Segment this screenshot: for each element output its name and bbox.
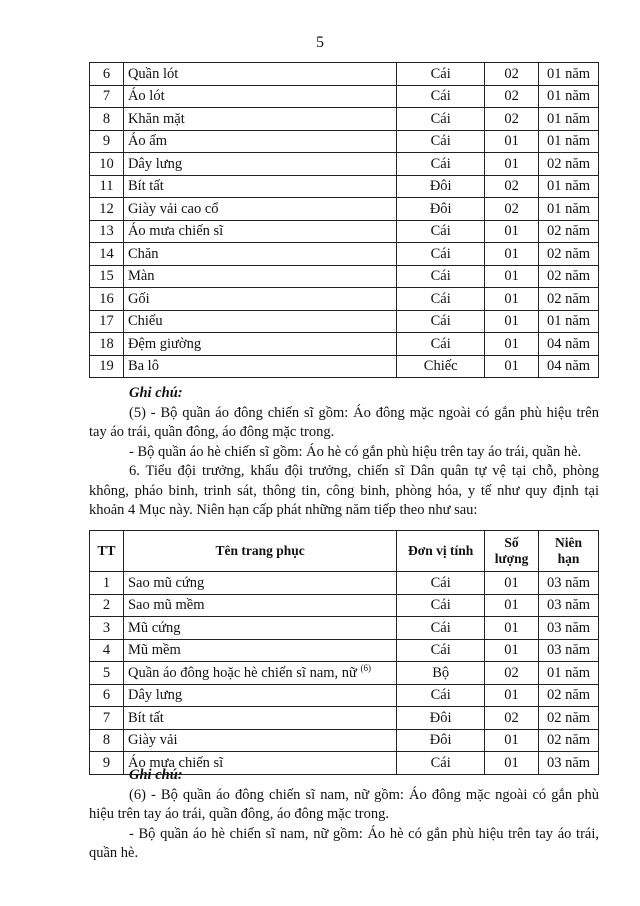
table-row <box>90 130 599 153</box>
cell-qty <box>485 175 539 198</box>
table-row <box>90 198 599 221</box>
cell-term-text: 04 năm <box>546 358 591 375</box>
cell-qty-text: 01 <box>504 574 519 591</box>
cell-tt-text: 16 <box>99 290 114 307</box>
cell-tt <box>90 729 124 752</box>
cell-qty-text: 01 <box>504 619 519 636</box>
cell-tt-text: 7 <box>102 709 111 726</box>
cell-unit-text: Cái <box>430 110 451 127</box>
notes-section-1 <box>89 384 599 521</box>
cell-qty-text: 01 <box>504 313 519 330</box>
cell-unit-text: Cái <box>430 754 451 771</box>
table-row <box>90 572 599 595</box>
table-row <box>90 108 599 131</box>
table-row <box>90 333 599 356</box>
cell-name <box>123 572 396 595</box>
cell-name-text: Quần lót <box>127 65 179 82</box>
cell-qty <box>485 108 539 131</box>
cell-unit-text: Cái <box>430 155 451 172</box>
cell-unit <box>397 707 485 730</box>
cell-qty <box>485 153 539 176</box>
cell-name <box>123 108 396 131</box>
cell-tt <box>90 108 124 131</box>
cell-unit-text: Cái <box>430 65 451 82</box>
note-paragraph: (6) - Bộ quần áo đông chiến sĩ nam, nữ gồm: Áo đông mặc ngoài có gắn phù hiệu trên tay áo trái, quần đông, áo đông mặc trong. <box>89 786 599 822</box>
notes-heading: Ghi chú: <box>129 767 183 783</box>
cell-name-text: Sao mũ cứng <box>127 574 205 591</box>
cell-tt <box>90 288 124 311</box>
cell-qty-text: 01 <box>504 642 519 659</box>
cell-tt-text: 9 <box>102 133 111 150</box>
cell-name <box>123 63 396 86</box>
cell-name-text: Đệm giường <box>127 335 202 352</box>
cell-unit-text: Cái <box>430 223 451 240</box>
cell-qty <box>485 265 539 288</box>
cell-unit <box>397 288 485 311</box>
cell-term <box>539 108 599 131</box>
cell-tt-text: 17 <box>99 313 114 330</box>
cell-term-text: 03 năm <box>546 619 591 636</box>
cell-qty <box>485 355 539 378</box>
cell-term-text: 03 năm <box>546 754 591 771</box>
cell-unit <box>397 662 485 685</box>
cell-unit <box>397 639 485 662</box>
cell-name-text: Mũ mềm <box>127 642 181 659</box>
cell-qty <box>485 63 539 86</box>
cell-unit <box>397 265 485 288</box>
cell-name-text: Áo mưa chiến sĩ <box>127 223 224 240</box>
cell-unit <box>397 130 485 153</box>
cell-qty <box>485 85 539 108</box>
cell-term-text: 02 năm <box>546 155 591 172</box>
cell-tt <box>90 63 124 86</box>
cell-term-text: 01 năm <box>546 88 591 105</box>
cell-unit-text: Cái <box>430 245 451 262</box>
uniform-table-continued <box>89 62 599 378</box>
cell-tt <box>90 684 124 707</box>
cell-qty <box>485 617 539 640</box>
cell-tt <box>90 355 124 378</box>
cell-unit-text: Cái <box>430 687 451 704</box>
cell-unit-text: Chiếc <box>423 358 458 375</box>
cell-tt-text: 6 <box>102 65 111 82</box>
cell-name-text: Chiếu <box>127 313 163 330</box>
cell-unit-text: Bộ <box>432 664 450 681</box>
cell-qty-text: 02 <box>504 88 519 105</box>
cell-qty-text: 02 <box>504 664 519 681</box>
cell-tt-text: 15 <box>99 268 114 285</box>
cell-unit <box>397 153 485 176</box>
cell-qty-text: 01 <box>504 732 519 749</box>
cell-name <box>123 729 396 752</box>
cell-unit <box>397 243 485 266</box>
cell-qty-text: 01 <box>504 597 519 614</box>
cell-name <box>123 153 396 176</box>
cell-term <box>539 153 599 176</box>
cell-tt <box>90 662 124 685</box>
table-row <box>90 639 599 662</box>
cell-term-text: 01 năm <box>546 110 591 127</box>
cell-term-text: 02 năm <box>546 245 591 262</box>
cell-unit <box>397 198 485 221</box>
cell-name-text: Ba lô <box>127 358 159 375</box>
cell-qty <box>485 310 539 333</box>
cell-unit <box>397 175 485 198</box>
cell-unit <box>397 617 485 640</box>
cell-name <box>123 617 396 640</box>
cell-term <box>539 220 599 243</box>
cell-tt <box>90 130 124 153</box>
cell-tt <box>90 85 124 108</box>
cell-term <box>539 594 599 617</box>
cell-name <box>123 355 396 378</box>
cell-tt <box>90 175 124 198</box>
cell-qty <box>485 243 539 266</box>
cell-name-text: Áo mưa chiến sĩ <box>127 754 224 771</box>
cell-qty <box>485 639 539 662</box>
cell-unit <box>397 108 485 131</box>
table-row <box>90 594 599 617</box>
cell-unit-text: Cái <box>430 290 451 307</box>
cell-term-text: 03 năm <box>546 642 591 659</box>
cell-name <box>123 639 396 662</box>
cell-term <box>539 662 599 685</box>
cell-tt-text: 8 <box>102 732 111 749</box>
cell-name-text: Dây lưng <box>127 155 183 172</box>
cell-tt-text: 13 <box>99 223 114 240</box>
cell-tt <box>90 594 124 617</box>
header-tt: TT <box>90 531 124 572</box>
cell-name <box>123 198 396 221</box>
cell-tt <box>90 220 124 243</box>
cell-unit-text: Cái <box>430 268 451 285</box>
cell-qty-text: 01 <box>504 133 519 150</box>
cell-term-text: 04 năm <box>546 335 591 352</box>
table-row <box>90 220 599 243</box>
cell-unit-text: Đôi <box>429 200 452 217</box>
cell-unit-text: Đôi <box>429 709 452 726</box>
cell-name <box>123 594 396 617</box>
cell-qty <box>485 684 539 707</box>
cell-tt <box>90 639 124 662</box>
cell-name <box>123 85 396 108</box>
cell-qty-text: 01 <box>504 754 519 771</box>
cell-term-text: 01 năm <box>546 664 591 681</box>
note-paragraph: - Bộ quần áo hè chiến sĩ gồm: Áo hè có gắn phù hiệu trên tay áo trái, quần hè. <box>129 443 582 460</box>
cell-name-text: Giày vải <box>127 732 178 749</box>
cell-unit <box>397 684 485 707</box>
cell-qty-text: 02 <box>504 709 519 726</box>
cell-qty <box>485 198 539 221</box>
table-header-row <box>90 531 599 572</box>
table-row <box>90 175 599 198</box>
cell-tt-text: 6 <box>102 687 111 704</box>
table-row <box>90 355 599 378</box>
table-row <box>90 729 599 752</box>
cell-name <box>123 310 396 333</box>
cell-name <box>123 243 396 266</box>
cell-unit <box>397 220 485 243</box>
cell-name <box>123 288 396 311</box>
cell-name-text: Giày vải cao cổ <box>127 200 219 217</box>
header-term: Niên hạn <box>539 531 599 572</box>
cell-unit <box>397 729 485 752</box>
cell-qty-text: 02 <box>504 65 519 82</box>
cell-tt-text: 14 <box>99 245 114 262</box>
cell-name <box>123 175 396 198</box>
cell-unit-text: Cái <box>430 88 451 105</box>
cell-unit <box>397 333 485 356</box>
notes-heading: Ghi chú: <box>129 385 183 401</box>
cell-term <box>539 333 599 356</box>
cell-name-text: Màn <box>127 268 155 285</box>
cell-qty-text: 01 <box>504 687 519 704</box>
uniform-table-item-6 <box>89 530 599 775</box>
cell-name-text: Mũ cứng <box>127 619 181 636</box>
cell-tt-text: 2 <box>102 597 111 614</box>
table-row <box>90 153 599 176</box>
table-row <box>90 707 599 730</box>
cell-term <box>539 729 599 752</box>
table-row <box>90 288 599 311</box>
cell-term-text: 01 năm <box>546 133 591 150</box>
cell-tt <box>90 265 124 288</box>
cell-name-text: Áo lót <box>127 88 165 105</box>
cell-term-text: 02 năm <box>546 290 591 307</box>
cell-tt-text: 9 <box>102 754 111 771</box>
cell-term <box>539 288 599 311</box>
cell-qty-text: 01 <box>504 245 519 262</box>
cell-qty <box>485 288 539 311</box>
table-row <box>90 63 599 86</box>
header-qty: Số lượng <box>485 531 539 572</box>
cell-name <box>123 684 396 707</box>
cell-qty-text: 01 <box>504 358 519 375</box>
cell-tt-text: 18 <box>99 335 114 352</box>
table-row <box>90 265 599 288</box>
cell-term-text: 01 năm <box>546 313 591 330</box>
cell-qty-text: 02 <box>504 178 519 195</box>
cell-term <box>539 310 599 333</box>
cell-term-text: 01 năm <box>546 200 591 217</box>
cell-tt-text: 3 <box>102 619 111 636</box>
cell-qty <box>485 220 539 243</box>
header-name: Tên trang phục <box>123 531 396 572</box>
page-number: 5 <box>316 34 324 51</box>
cell-tt-text: 1 <box>102 574 111 591</box>
cell-tt <box>90 572 124 595</box>
table-row <box>90 684 599 707</box>
note-paragraph: 6. Tiểu đội trưởng, khẩu đội trưởng, chiến sĩ Dân quân tự vệ tại chỗ, phòng không, pháo binh, trinh sát, thông tin, công binh, phòng hóa, y tế như quy định tại khoản 4 Mục này. Niên hạn cấp phát những năm tiếp theo như sau: <box>89 463 599 518</box>
cell-term <box>539 572 599 595</box>
cell-tt-text: 10 <box>99 155 114 172</box>
cell-term <box>539 243 599 266</box>
cell-unit-text: Cái <box>430 133 451 150</box>
cell-name-text: Bít tất <box>127 178 164 195</box>
cell-tt-text: 8 <box>102 110 111 127</box>
cell-term <box>539 130 599 153</box>
cell-qty-text: 01 <box>504 290 519 307</box>
cell-unit-text: Cái <box>430 597 451 614</box>
cell-term <box>539 617 599 640</box>
cell-unit <box>397 594 485 617</box>
cell-unit-text: Cái <box>430 574 451 591</box>
cell-name-text: Chăn <box>127 245 159 262</box>
cell-term <box>539 265 599 288</box>
cell-term <box>539 639 599 662</box>
cell-unit <box>397 355 485 378</box>
cell-tt-text: 12 <box>99 200 114 217</box>
cell-term <box>539 63 599 86</box>
cell-name <box>123 265 396 288</box>
cell-unit <box>397 572 485 595</box>
cell-tt <box>90 198 124 221</box>
cell-tt <box>90 153 124 176</box>
table-row <box>90 85 599 108</box>
cell-qty-text: 01 <box>504 155 519 172</box>
cell-unit <box>397 310 485 333</box>
cell-qty <box>485 729 539 752</box>
cell-name <box>123 707 396 730</box>
cell-unit-text: Đôi <box>429 178 452 195</box>
cell-name <box>123 220 396 243</box>
cell-term <box>539 684 599 707</box>
cell-term-text: 03 năm <box>546 574 591 591</box>
cell-tt-text: 5 <box>102 664 111 681</box>
cell-qty-text: 02 <box>504 110 519 127</box>
cell-name-text: Quần áo đông hoặc hè chiến sĩ nam, nữ <box>127 664 357 681</box>
cell-tt-text: 19 <box>99 358 114 375</box>
cell-unit-text: Cái <box>430 642 451 659</box>
cell-term-text: 03 năm <box>546 597 591 614</box>
cell-tt-text: 4 <box>102 642 111 659</box>
cell-term-text: 02 năm <box>546 732 591 749</box>
cell-tt <box>90 707 124 730</box>
table-row <box>90 617 599 640</box>
cell-tt <box>90 333 124 356</box>
cell-term <box>539 355 599 378</box>
cell-unit <box>397 85 485 108</box>
cell-name <box>123 333 396 356</box>
note-paragraph: - Bộ quần áo hè chiến sĩ nam, nữ gồm: Áo hè có gắn phù hiệu trên tay áo trái, quần hè. <box>89 825 599 861</box>
cell-term-text: 02 năm <box>546 223 591 240</box>
notes-section-2 <box>89 766 599 864</box>
cell-unit-text: Cái <box>430 619 451 636</box>
header-unit: Đơn vị tính <box>397 531 485 572</box>
cell-term <box>539 707 599 730</box>
cell-tt <box>90 243 124 266</box>
cell-term-text: 01 năm <box>546 65 591 82</box>
cell-name-text: Khăn mặt <box>127 110 185 127</box>
table-row <box>90 310 599 333</box>
cell-unit-text: Cái <box>430 335 451 352</box>
cell-tt-text: 11 <box>99 178 114 195</box>
cell-name-text: Dây lưng <box>127 687 183 704</box>
cell-tt <box>90 617 124 640</box>
cell-qty <box>485 572 539 595</box>
cell-qty-text: 01 <box>504 335 519 352</box>
table-row <box>90 243 599 266</box>
cell-unit-text: Cái <box>430 313 451 330</box>
cell-name <box>123 130 396 153</box>
cell-term <box>539 85 599 108</box>
cell-name-text: Áo ấm <box>127 133 168 150</box>
cell-qty <box>485 662 539 685</box>
cell-term-text: 02 năm <box>546 687 591 704</box>
cell-term <box>539 175 599 198</box>
note-paragraph: (5) - Bộ quần áo đông chiến sĩ gồm: Áo đông mặc ngoài có gắn phù hiệu trên tay áo trái, quần đông, áo đông mặc trong. <box>89 404 599 440</box>
cell-unit-text: Đôi <box>429 732 452 749</box>
table-row <box>90 662 599 685</box>
cell-term-text: 02 năm <box>546 268 591 285</box>
cell-name-text: Bít tất <box>127 709 164 726</box>
cell-name-text: Gối <box>127 290 150 307</box>
cell-qty-text: 02 <box>504 200 519 217</box>
cell-term-text: 01 năm <box>546 178 591 195</box>
cell-name-text: Sao mũ mềm <box>127 597 205 614</box>
cell-term <box>539 198 599 221</box>
cell-qty <box>485 130 539 153</box>
cell-qty-text: 01 <box>504 268 519 285</box>
cell-name <box>123 662 396 685</box>
cell-qty-text: 01 <box>504 223 519 240</box>
cell-term-text: 02 năm <box>546 709 591 726</box>
cell-unit <box>397 63 485 86</box>
cell-qty <box>485 333 539 356</box>
cell-qty <box>485 707 539 730</box>
cell-qty <box>485 594 539 617</box>
cell-tt-text: 7 <box>102 88 111 105</box>
cell-tt <box>90 310 124 333</box>
footnote-ref: (6) <box>360 662 372 673</box>
